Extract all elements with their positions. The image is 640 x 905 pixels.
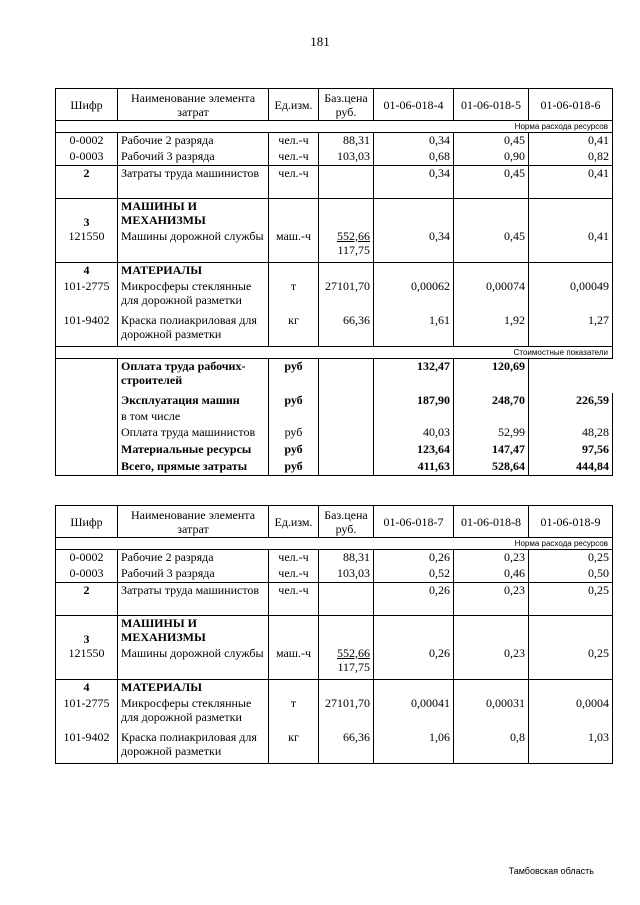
table-header [56,89,613,121]
row-price: 88,31 [319,133,374,149]
row-price: 66,36 [319,313,374,347]
summary-row [56,393,613,409]
summary-unit: руб [269,393,319,409]
row-value: 0,45 [454,133,529,149]
summary-name: Эксплуатация машин [118,393,269,409]
col-code-1: 01-06-018-7 [374,506,454,538]
row-value: 0,90 [454,149,529,166]
col-price-header: Баз.цена руб. [319,89,374,121]
row-name: Микросферы стеклянные для дорожной разметки [118,696,269,730]
summary-row [56,442,613,459]
row-value: 0,25 [529,583,613,616]
row-value: 0,41 [529,229,613,263]
table-row [56,313,613,347]
col-code-header: Шифр [56,506,118,538]
price-numerator: 552,66 [337,228,370,243]
table-header [56,506,613,538]
row-name: Машины дорожной службы [118,229,269,263]
row-unit: чел.-ч [269,583,319,616]
row-code: 101-2775 [56,279,118,313]
summary-name: Оплата труда рабочих-строителей [118,359,269,393]
summary-value: 132,47 [374,359,454,393]
row-price [319,646,374,680]
table-row [56,566,613,583]
table-row [56,583,613,616]
col-unit-header: Ед.изм. [269,506,319,538]
row-code: 101-9402 [56,313,118,347]
row-code: 121550 [56,646,118,680]
price-numerator: 552,66 [337,645,370,660]
row-value: 0,45 [454,166,529,199]
summary-value: 444,84 [529,459,613,476]
row-value: 0,00074 [454,279,529,313]
row-value: 0,26 [374,646,454,680]
summary-row [56,409,613,425]
row-unit: кг [269,313,319,347]
summary-price [319,359,374,393]
row-unit: кг [269,730,319,764]
row-code: 0-0002 [56,550,118,566]
row-code: 0-0003 [56,149,118,166]
group-code: 3 [56,199,118,229]
row-name: Затраты труда машинистов [118,166,269,199]
section-norms-row [56,538,613,550]
row-name: Рабочий 3 разряда [118,149,269,166]
row-unit: чел.-ч [269,566,319,583]
row-value: 0,8 [454,730,529,764]
row-price [319,166,374,199]
col-code-2: 01-06-018-5 [454,89,529,121]
col-code-3: 01-06-018-6 [529,89,613,121]
row-name: Машины дорожной службы [118,646,269,680]
row-price: 103,03 [319,149,374,166]
col-unit-header: Ед.изм. [269,89,319,121]
row-value: 0,23 [454,550,529,566]
col-code-3: 01-06-018-9 [529,506,613,538]
row-value: 0,34 [374,229,454,263]
group-name: МАШИНЫ И МЕХАНИЗМЫ [118,616,269,646]
row-unit: чел.-ч [269,166,319,199]
summary-value: 147,47 [454,442,529,459]
col-code-header: Шифр [56,89,118,121]
section-costs-row [56,347,613,359]
summary-name: Материальные ресурсы [118,442,269,459]
summary-name: в том числе [118,409,269,425]
row-price [319,583,374,616]
summary-row [56,425,613,442]
row-code: 0-0002 [56,133,118,149]
row-value: 0,46 [454,566,529,583]
price-denominator: 117,75 [337,242,370,257]
summary-row [56,359,613,393]
row-code: 2 [56,166,118,199]
row-code: 101-9402 [56,730,118,764]
footer-region: Тамбовская область [508,866,594,876]
row-value: 0,52 [374,566,454,583]
section-norms-label: Норма расхода ресурсов [56,538,613,550]
row-name: Рабочий 3 разряда [118,566,269,583]
row-unit: чел.-ч [269,550,319,566]
summary-name: Всего, прямые затраты [118,459,269,476]
summary-row [56,459,613,476]
row-value: 0,41 [529,133,613,149]
group-row [56,680,613,696]
row-value: 0,0004 [529,696,613,730]
summary-value: 248,70 [454,393,529,409]
row-value: 0,41 [529,166,613,199]
row-code: 121550 [56,229,118,263]
table-row [56,149,613,166]
col-name-header: Наименование элемента затрат [118,89,269,121]
summary-value: 528,64 [454,459,529,476]
section-norms-label: Норма расхода ресурсов [56,121,613,133]
col-code-1: 01-06-018-4 [374,89,454,121]
summary-value: 52,99 [454,425,529,442]
row-price: 88,31 [319,550,374,566]
row-value: 0,25 [529,550,613,566]
table-row [56,166,613,199]
row-value: 1,92 [454,313,529,347]
row-value: 0,23 [454,646,529,680]
row-value: 0,00041 [374,696,454,730]
group-code: 4 [56,263,118,279]
group-name: МАТЕРИАЛЫ [118,263,269,279]
group-code: 4 [56,680,118,696]
row-value: 1,03 [529,730,613,764]
row-value: 0,50 [529,566,613,583]
group-row [56,616,613,646]
resource-table-1 [55,88,613,476]
row-name: Рабочие 2 разряда [118,133,269,149]
row-unit: маш.-ч [269,646,319,680]
row-code: 101-2775 [56,696,118,730]
row-value: 0,00049 [529,279,613,313]
row-name: Микросферы стеклянные для дорожной разметки [118,279,269,313]
row-price: 103,03 [319,566,374,583]
col-name-header: Наименование элемента затрат [118,506,269,538]
summary-value: 123,64 [374,442,454,459]
summary-value: 411,63 [374,459,454,476]
section-costs-label: Стоимостные показатели [56,347,613,359]
row-value: 0,45 [454,229,529,263]
summary-value: 120,69 [454,359,529,393]
table-row [56,279,613,313]
table-row [56,133,613,149]
group-row [56,199,613,229]
row-value: 0,34 [374,133,454,149]
page-number: 181 [310,34,330,49]
col-price-header: Баз.цена руб. [319,506,374,538]
row-price: 27101,70 [319,279,374,313]
summary-value: 187,90 [374,393,454,409]
row-name: Краска полиакриловая для дорожной разметки [118,730,269,764]
row-name: Краска полиакриловая для дорожной разметки [118,313,269,347]
row-name: Рабочие 2 разряда [118,550,269,566]
summary-name: Оплата труда машинистов [118,425,269,442]
group-code: 3 [56,616,118,646]
row-code: 0-0003 [56,566,118,583]
table-row [56,646,613,680]
summary-unit: руб [269,359,319,393]
row-value: 0,23 [454,583,529,616]
group-name: МАШИНЫ И МЕХАНИЗМЫ [118,199,269,229]
row-price: 27101,70 [319,696,374,730]
summary-value: 97,56 [529,442,613,459]
row-value: 0,26 [374,583,454,616]
summary-value: 48,28 [529,425,613,442]
col-code-2: 01-06-018-8 [454,506,529,538]
row-unit: чел.-ч [269,149,319,166]
row-name: Затраты труда машинистов [118,583,269,616]
summary-unit: руб [269,442,319,459]
summary-unit: руб [269,459,319,476]
summary-value: 226,59 [529,393,613,409]
row-unit: маш.-ч [269,229,319,263]
row-unit: т [269,279,319,313]
row-value: 1,27 [529,313,613,347]
summary-value: 40,03 [374,425,454,442]
section-norms-row [56,121,613,133]
table-row [56,229,613,263]
row-value: 0,68 [374,149,454,166]
row-unit: т [269,696,319,730]
row-price [319,229,374,263]
row-value: 0,00062 [374,279,454,313]
table-row [56,730,613,764]
row-code: 2 [56,583,118,616]
row-price: 66,36 [319,730,374,764]
row-value: 0,82 [529,149,613,166]
row-value: 1,06 [374,730,454,764]
resource-table-2 [55,505,613,764]
table-row [56,696,613,730]
summary-unit: руб [269,425,319,442]
price-denominator: 117,75 [337,659,370,674]
row-unit: чел.-ч [269,133,319,149]
group-name: МАТЕРИАЛЫ [118,680,269,696]
table-row [56,550,613,566]
row-value: 1,61 [374,313,454,347]
row-value: 0,00031 [454,696,529,730]
row-value: 0,25 [529,646,613,680]
row-value: 0,26 [374,550,454,566]
row-value: 0,34 [374,166,454,199]
group-row [56,263,613,279]
